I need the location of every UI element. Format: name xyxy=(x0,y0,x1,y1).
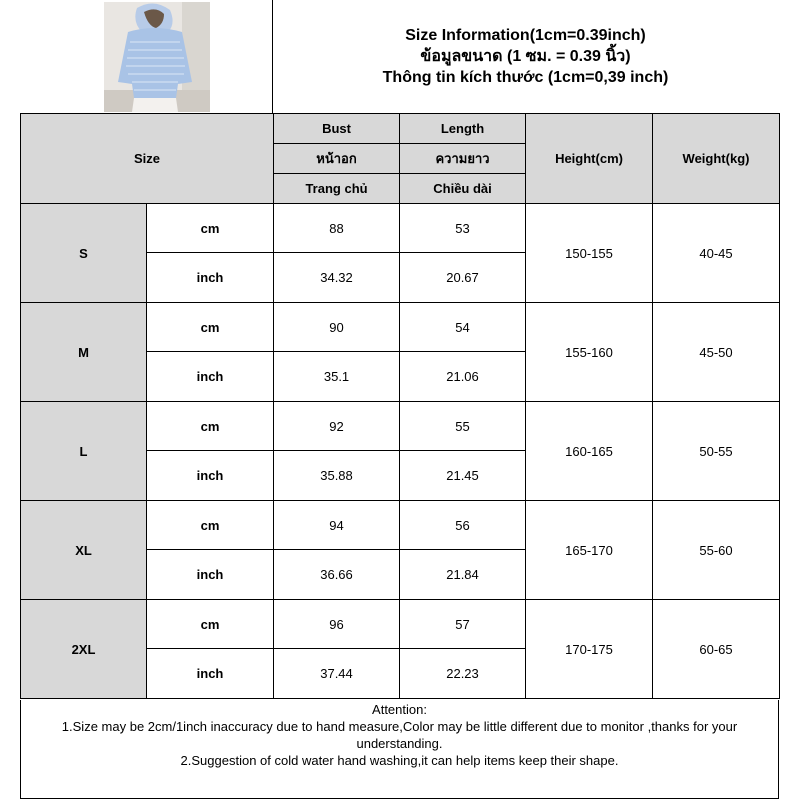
model-photo-image xyxy=(104,2,210,112)
info-line-english: Size Information(1cm=0.39inch) xyxy=(405,27,646,44)
bust-inch-cell: 35.1 xyxy=(274,352,400,402)
size-cell: L xyxy=(21,402,147,501)
length-cm-cell: 56 xyxy=(400,501,526,550)
table-row xyxy=(21,303,780,352)
attention-note-2: 2.Suggestion of cold water hand washing,it can help items keep their shape. xyxy=(180,753,619,768)
length-header-en: Length xyxy=(400,114,526,144)
height-header: Height(cm) xyxy=(526,114,653,204)
length-cm-cell: 55 xyxy=(400,402,526,451)
size-table xyxy=(20,113,780,699)
height-cell: 160-165 xyxy=(526,402,653,501)
bust-cm-cell: 94 xyxy=(274,501,400,550)
unit-cell: inch xyxy=(147,649,274,699)
bust-inch-cell: 37.44 xyxy=(274,649,400,699)
table-row xyxy=(21,501,780,550)
bust-inch-cell: 35.88 xyxy=(274,451,400,501)
unit-cell: inch xyxy=(147,352,274,402)
length-inch-cell: 20.67 xyxy=(400,253,526,303)
bust-inch-cell: 34.32 xyxy=(274,253,400,303)
height-cell: 165-170 xyxy=(526,501,653,600)
table-row xyxy=(21,204,780,253)
bust-header-vi: Trang chủ xyxy=(274,174,400,204)
length-cm-cell: 57 xyxy=(400,600,526,649)
height-cell: 170-175 xyxy=(526,600,653,699)
size-chart xyxy=(20,0,780,800)
info-line-vietnamese: Thông tin kích thước (1cm=0,39 inch) xyxy=(382,69,669,86)
unit-cell: cm xyxy=(147,501,274,550)
attention-title: Attention: xyxy=(372,702,427,717)
bust-cm-cell: 96 xyxy=(274,600,400,649)
size-cell: 2XL xyxy=(21,600,147,699)
info-line-thai: ข้อมูลขนาด (1 ซม. = 0.39 นิ้ว) xyxy=(420,48,631,65)
unit-cell: inch xyxy=(147,550,274,600)
bust-cm-cell: 88 xyxy=(274,204,400,253)
size-cell: S xyxy=(21,204,147,303)
unit-cell: inch xyxy=(147,451,274,501)
length-header-th: ความยาว xyxy=(400,144,526,174)
length-inch-cell: 21.84 xyxy=(400,550,526,600)
weight-cell: 50-55 xyxy=(653,402,780,501)
bust-header-th: หน้าอก xyxy=(274,144,400,174)
bust-header-en: Bust xyxy=(274,114,400,144)
bust-cm-cell: 92 xyxy=(274,402,400,451)
weight-cell: 55-60 xyxy=(653,501,780,600)
length-inch-cell: 21.06 xyxy=(400,352,526,402)
weight-header: Weight(kg) xyxy=(653,114,780,204)
size-information-header xyxy=(273,0,778,113)
attention-notes xyxy=(20,700,779,799)
unit-cell: inch xyxy=(147,253,274,303)
length-header-vi: Chiều dài xyxy=(400,174,526,204)
height-cell: 155-160 xyxy=(526,303,653,402)
table-row xyxy=(21,402,780,451)
bust-inch-cell: 36.66 xyxy=(274,550,400,600)
size-cell: XL xyxy=(21,501,147,600)
length-cm-cell: 54 xyxy=(400,303,526,352)
bust-cm-cell: 90 xyxy=(274,303,400,352)
length-inch-cell: 22.23 xyxy=(400,649,526,699)
weight-cell: 60-65 xyxy=(653,600,780,699)
unit-cell: cm xyxy=(147,303,274,352)
table-row xyxy=(21,600,780,649)
length-inch-cell: 21.45 xyxy=(400,451,526,501)
attention-note-1: 1.Size may be 2cm/1inch inaccuracy due to hand measure,Color may be little different due to monitor ,thanks for your understanding. xyxy=(61,719,738,751)
weight-cell: 45-50 xyxy=(653,303,780,402)
size-column-header: Size xyxy=(21,114,274,204)
unit-cell: cm xyxy=(147,402,274,451)
weight-cell: 40-45 xyxy=(653,204,780,303)
unit-cell: cm xyxy=(147,204,274,253)
height-cell: 150-155 xyxy=(526,204,653,303)
product-photo-cell xyxy=(20,0,273,113)
size-cell: M xyxy=(21,303,147,402)
unit-cell: cm xyxy=(147,600,274,649)
length-cm-cell: 53 xyxy=(400,204,526,253)
